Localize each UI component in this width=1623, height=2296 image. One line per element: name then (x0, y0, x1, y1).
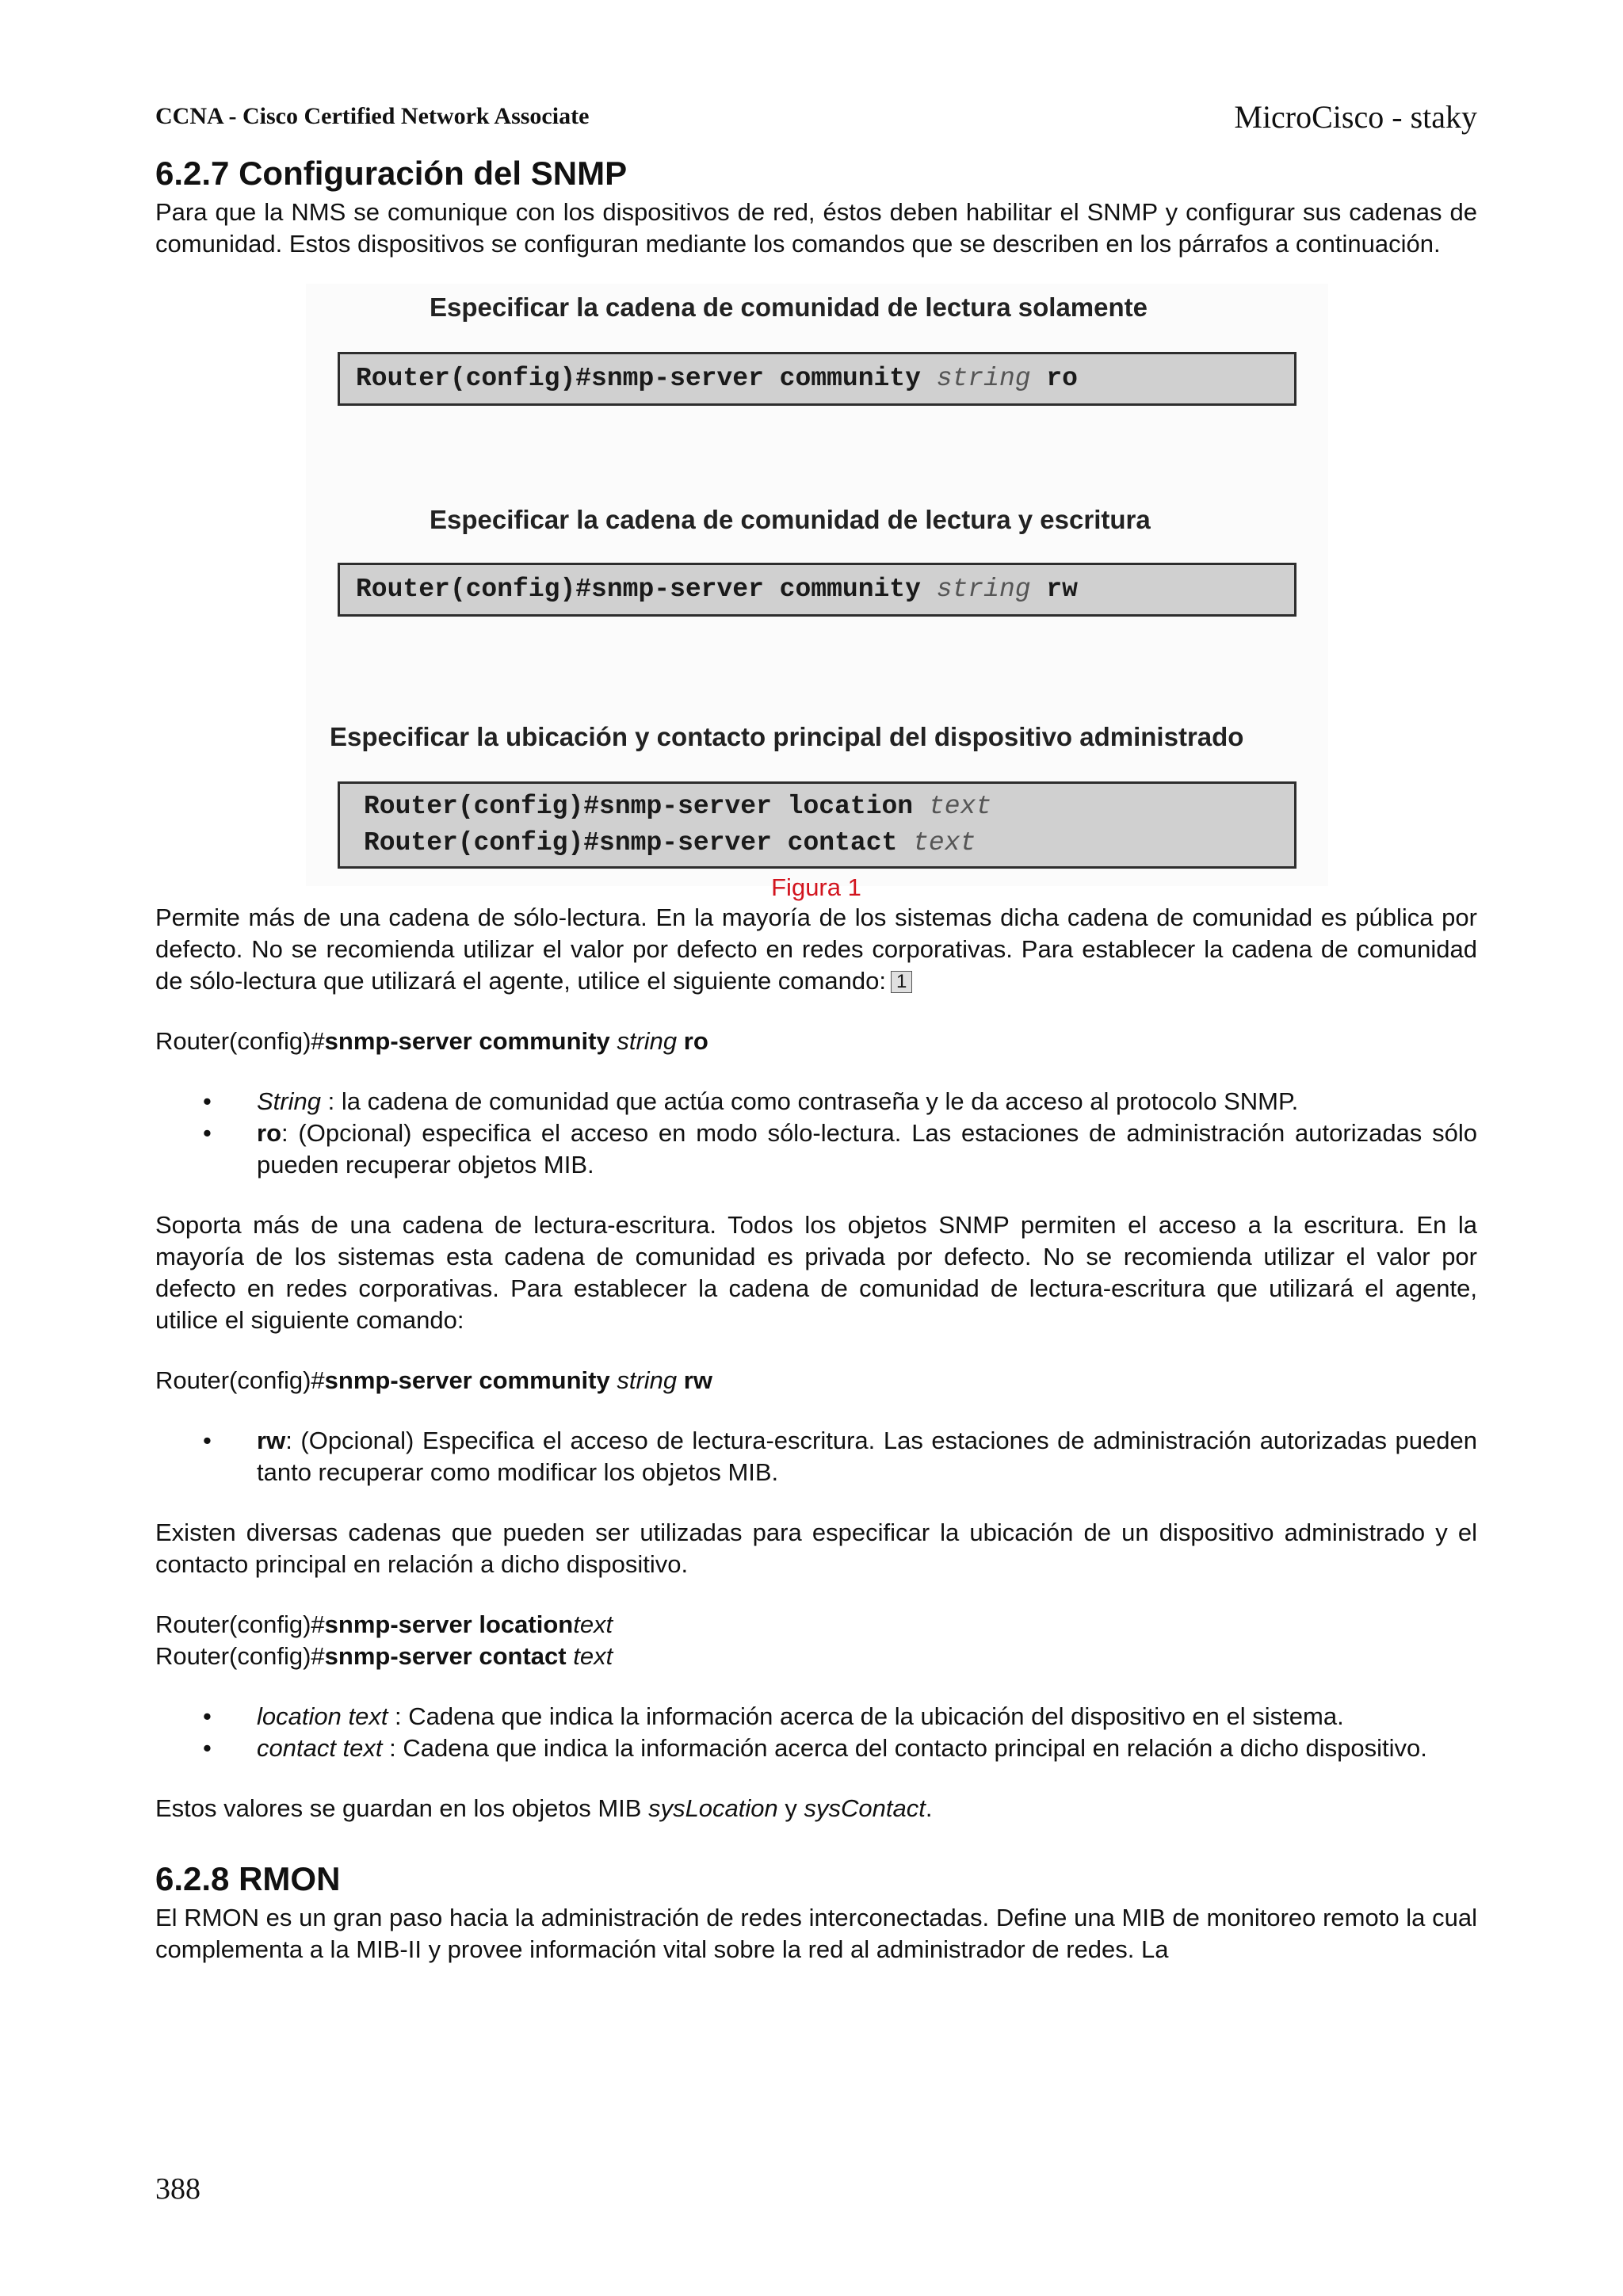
command-text: Router(config)#snmp-server contact (364, 828, 898, 858)
list-item (254, 1117, 1477, 1181)
bullet-term: contact text (257, 1734, 383, 1762)
command-keyword: snmp-server location (324, 1610, 574, 1638)
bullet-text: : (Opcional) Especifica el acceso de lectura-escritura. Las estaciones de administración autorizadas pueden tanto recuperar como modificar los objetos MIB. (257, 1427, 1477, 1486)
bullet-term: location text (257, 1702, 388, 1730)
bullet-term: rw (257, 1427, 286, 1454)
figure-title-read-write: Especificar la cadena de comunidad de lectura y escritura (430, 505, 1151, 534)
command-argument: string (617, 1027, 678, 1055)
command-box-read-only (338, 352, 1296, 406)
command-suffix: rw (683, 1366, 712, 1394)
text-run: Estos valores se guardan en los objetos MIB (155, 1794, 649, 1822)
paragraph-rmon: El RMON es un gran paso hacia la administración de redes interconectadas. Define una MIB de monitoreo remoto la cual complementa a la MIB-II y provee información vital sobre la red al administrador de redes. La (155, 1904, 1477, 1963)
command-argument: string (617, 1366, 678, 1394)
figure-title-location-contact: Especificar la ubicación y contacto principal del dispositivo administrado (330, 722, 1244, 751)
list-item (254, 1086, 1477, 1117)
figure-reference-badge[interactable]: 1 (891, 971, 912, 993)
figure-caption: Figura 1 (771, 873, 861, 901)
figure-title-read-only: Especificar la cadena de comunidad de lectura solamente (430, 292, 1148, 322)
command-keyword: snmp-server contact (324, 1642, 567, 1670)
command-keyword: snmp-server community (324, 1027, 610, 1055)
page-content (155, 151, 1477, 1966)
intro-paragraph: Para que la NMS se comunique con los dispositivos de red, éstos deben habilitar el SNMP y configurar sus cadenas de comunidad. Estos dispositivos se configuran mediante los comandos que se describen en los párrafos a continuación. (155, 198, 1477, 258)
command-prefix: Router(config)# (155, 1610, 325, 1638)
section-heading-snmp: 6.2.7 Configuración del SNMP (155, 155, 628, 192)
bullet-list-ro (155, 1086, 1477, 1181)
text-run: . (925, 1794, 933, 1822)
command-line-location (155, 1609, 1477, 1641)
command-keyword: snmp-server community (324, 1366, 610, 1394)
command-box-location-contact (338, 781, 1296, 869)
bullet-term: String (257, 1087, 321, 1115)
command-argument: text (573, 1642, 613, 1670)
command-suffix: rw (1046, 575, 1078, 604)
page-number: 388 (155, 2172, 200, 2206)
command-suffix: ro (683, 1027, 708, 1055)
command-box-read-write (338, 563, 1296, 617)
command-line-contact (155, 1641, 1477, 1672)
paragraph-read-only-text: Permite más de una cadena de sólo-lectura. En la mayoría de los sistemas dicha cadena de comunidad es pública por defecto. No se recomienda utilizar el valor por defecto en redes corporativas. Para establecer la cadena de comunidad de sólo-lectura que utilizará el agente, utilice el siguiente comando: (155, 904, 1477, 995)
bullet-term: ro (257, 1119, 281, 1147)
text-run: y (777, 1794, 804, 1822)
list-item (254, 1425, 1477, 1488)
section-heading-rmon: 6.2.8 RMON (155, 1860, 341, 1897)
bullet-list-rw (155, 1425, 1477, 1488)
list-item (254, 1701, 1477, 1733)
command-argument: string (936, 364, 1031, 393)
paragraph-read-only (155, 902, 1477, 997)
command-text: Router(config)#snmp-server community (356, 575, 921, 604)
command-prefix: Router(config)# (155, 1027, 325, 1055)
command-argument: text (573, 1610, 613, 1638)
command-text: Router(config)#snmp-server community (356, 364, 921, 393)
paragraph-read-write: Soporta más de una cadena de lectura-escritura. Todos los objetos SNMP permiten el acceso a la escritura. En la mayoría de los sistemas esta cadena de comunidad es privada por defecto. No se recomienda utilizar el valor por defecto en redes corporativas. Para establecer la cadena de comunidad de lectura-escritura que utilizará el agente, utilice el siguiente comando: (155, 1211, 1477, 1334)
command-suffix: ro (1046, 364, 1078, 393)
paragraph-mib-objects (155, 1793, 1477, 1824)
mib-object-syscontact: sysContact (804, 1794, 926, 1822)
paragraph-location: Existen diversas cadenas que pueden ser utilizadas para especificar la ubicación de un dispositivo administrado y el contacto principal en relación a dicho dispositivo. (155, 1519, 1477, 1578)
command-argument: text (928, 792, 992, 821)
command-line-location (364, 789, 1270, 825)
command-argument: string (936, 575, 1031, 604)
bullet-text: : la cadena de comunidad que actúa como contraseña y le da acceso al protocolo SNMP. (320, 1087, 1299, 1115)
command-prefix: Router(config)# (155, 1642, 325, 1670)
bullet-text: : Cadena que indica la información acerca del contacto principal en relación a dicho dispositivo. (382, 1734, 1427, 1762)
mib-object-syslocation: sysLocation (648, 1794, 778, 1822)
running-header-left: CCNA - Cisco Certified Network Associate (155, 103, 590, 129)
bullet-text: : Cadena que indica la información acerca de la ubicación del dispositivo en el sistema. (388, 1702, 1344, 1730)
command-prefix: Router(config)# (155, 1366, 325, 1394)
command-line-contact (364, 825, 1270, 861)
command-argument: text (913, 828, 976, 858)
running-header-right: MicroCisco - staky (1234, 99, 1477, 135)
command-line-rw (155, 1365, 1477, 1396)
bullet-list-location (155, 1701, 1477, 1764)
command-text: Router(config)#snmp-server location (364, 792, 914, 821)
figure-1 (155, 284, 1477, 902)
command-line-ro (155, 1026, 1477, 1057)
list-item (254, 1733, 1477, 1764)
bullet-text: : (Opcional) especifica el acceso en modo sólo-lectura. Las estaciones de administración autorizadas sólo pueden recuperar objetos MIB. (257, 1119, 1477, 1179)
